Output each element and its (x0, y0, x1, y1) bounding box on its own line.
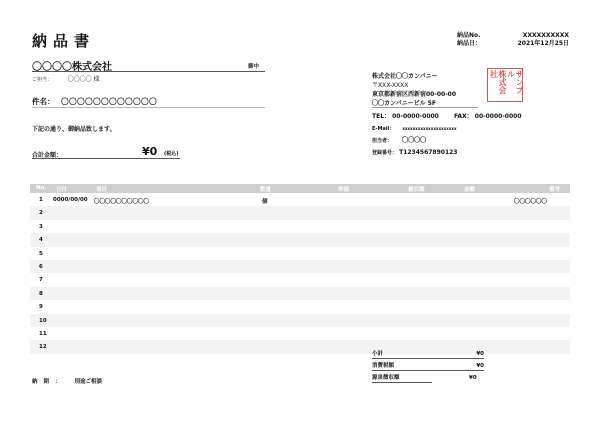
cell-qty: 個 (262, 199, 268, 205)
delivery-date-label: 納品日： (457, 40, 482, 47)
header-date: 日付 (56, 187, 68, 193)
cell-item: 〇〇〇〇〇〇〇〇〇〇 (94, 199, 150, 205)
cell-no: 2 (39, 210, 43, 217)
email-value: xxxxxxxxxxxxxxxxxxxxx (402, 126, 457, 131)
tel-value: 00-0000-0000 (392, 113, 439, 120)
table-row (30, 300, 570, 313)
delivery-date-row (457, 40, 569, 48)
subtotal-row (372, 347, 484, 359)
registration-value: T1234567890123 (399, 149, 458, 156)
company-email (372, 124, 572, 133)
header-note: 備考 (549, 187, 561, 193)
company-seal-stamp (487, 68, 523, 102)
header-amount: 金額 (464, 187, 476, 193)
cell-no: 9 (39, 304, 43, 311)
cell-no: 7 (39, 277, 43, 284)
tax-value: ¥0 (476, 363, 484, 369)
withholding-value: ¥0 (469, 375, 477, 381)
cell-no: 4 (39, 237, 43, 244)
header-qty: 数量 (260, 187, 272, 193)
cell-no: 8 (39, 290, 43, 297)
items-table (30, 184, 570, 354)
document-title: 納品書 (32, 32, 96, 50)
table-body (30, 193, 570, 354)
company-zip: 〒XXX-XXXX (372, 82, 409, 89)
issuer-company (372, 72, 572, 157)
table-row (30, 273, 570, 286)
cell-date: 0000/00/00 (53, 197, 88, 203)
total-tax-note: (税込) (164, 151, 179, 157)
table-row (30, 247, 570, 260)
withholding-label: 源泉徴収額 (372, 375, 400, 381)
tax-label: 消費税額 (372, 363, 395, 369)
delivery-number-value: XXXXXXXXXX (522, 32, 569, 39)
total-amount-block (32, 145, 180, 159)
tax-row (372, 359, 484, 371)
contact-label: ご担当： (32, 77, 53, 83)
company-name: 株式会社〇〇カンパニー (372, 73, 438, 80)
recipient-name: 〇〇〇〇株式会社 (32, 62, 112, 73)
cell-no: 3 (39, 223, 43, 230)
delivery-deadline (32, 377, 102, 385)
registration-label: 登録番号： (372, 150, 398, 156)
subject-value: 〇〇〇〇〇〇〇〇〇〇〇〇 (61, 97, 158, 106)
cell-no: 6 (39, 263, 43, 270)
header-no: No. (36, 185, 47, 191)
deadline-value: 別途ご相談 (74, 379, 102, 385)
person-value: 〇〇〇〇 (402, 137, 427, 144)
table-row (30, 287, 570, 300)
table-row (30, 314, 570, 327)
company-tel-fax (372, 112, 572, 121)
table-row (30, 206, 570, 219)
total-amount: ¥0 (142, 145, 158, 158)
company-address2: 〇〇カンパニービル 5F (372, 99, 478, 108)
cell-no: 5 (39, 250, 43, 257)
company-address1: 東京都新宿区西新宿00-00-00 (372, 91, 457, 98)
subtotal-label: 小計 (372, 351, 384, 357)
email-label: E-Mail： (372, 126, 395, 132)
table-row (30, 260, 570, 273)
cell-note: 〇〇〇〇〇〇 (514, 199, 548, 205)
recipient-block (32, 58, 265, 72)
company-registration (372, 148, 572, 157)
summary-block (372, 347, 484, 383)
table-row (30, 340, 570, 353)
subject-label: 件名： (32, 97, 55, 106)
total-label: 合計金額： (32, 152, 63, 159)
stamp-column-2: 株式会社 (489, 70, 507, 94)
fax-value: 00-0000-0000 (474, 113, 522, 120)
delivery-number-row (457, 32, 569, 40)
delivery-number-label: 納品No. (457, 32, 481, 39)
delivery-notice: 下記の通り、御納品致します。 (32, 126, 116, 133)
fax-label: FAX： (454, 113, 473, 120)
subtotal-value: ¥0 (476, 351, 484, 357)
delivery-date-value: 2021年12月25日 (517, 40, 569, 47)
tel-label: TEL： (372, 113, 391, 120)
subject-line (32, 96, 265, 108)
header-unit-price: 単価 (338, 187, 350, 193)
company-person (372, 136, 572, 145)
table-row (30, 220, 570, 233)
header-item: 項目 (96, 187, 108, 193)
recipient-contact (32, 74, 114, 83)
person-label: 担当者： (372, 138, 393, 144)
contact-value: 〇〇〇〇 様 (67, 76, 100, 83)
deadline-label: 納期： (32, 379, 67, 385)
table-row (30, 233, 570, 246)
table-row (30, 193, 570, 206)
header-discount: 値引額 (408, 187, 425, 193)
stamp-column-1: サンプル (506, 70, 524, 94)
delivery-meta (457, 32, 569, 48)
cell-no: 10 (39, 317, 47, 324)
withholding-row (372, 371, 477, 383)
cell-no: 11 (39, 330, 47, 337)
cell-no: 1 (39, 197, 43, 203)
table-row (30, 327, 570, 340)
recipient-honorific: 御中 (247, 64, 259, 70)
cell-no: 12 (39, 344, 47, 351)
table-header (30, 184, 570, 193)
